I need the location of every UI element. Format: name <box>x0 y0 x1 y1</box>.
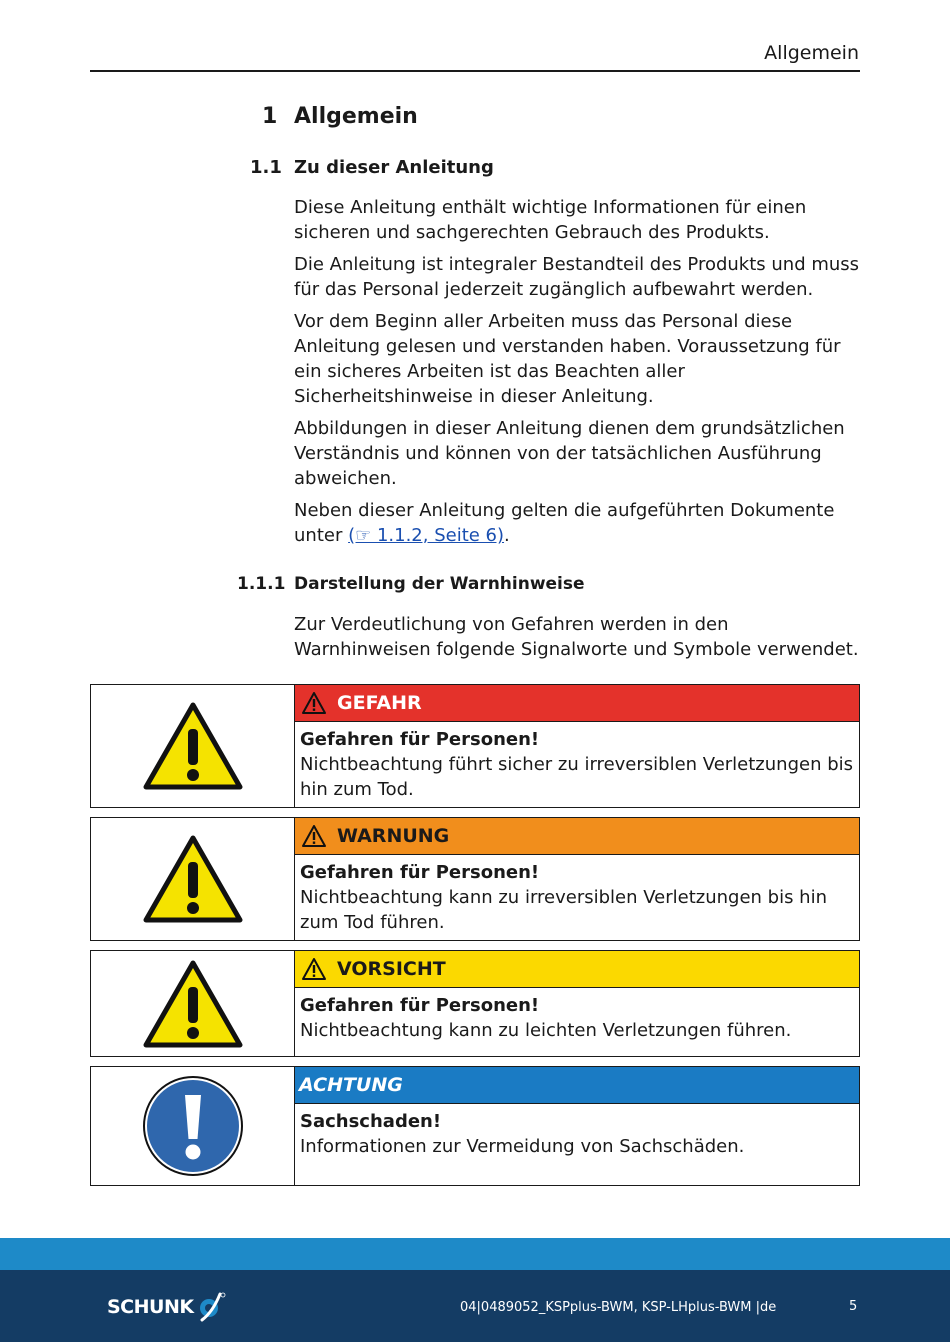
subsubsection-title: Darstellung der Warnhinweise <box>294 574 585 594</box>
warning-headline: Sachschaden! <box>300 1111 442 1132</box>
cross-reference-link[interactable]: (☞ 1.1.2, Seite 6) <box>348 525 505 546</box>
small-warning-triangle-icon <box>301 824 327 848</box>
warning-box-achtung <box>90 1066 860 1186</box>
warning-symbol-cell <box>91 685 295 807</box>
warning-box-warnung <box>90 817 860 941</box>
warning-text: Nichtbeachtung führt sicher zu irreversiblen Verletzungen bis hin zum Tod. <box>300 754 853 800</box>
warning-text: Nichtbeachtung kann zu irreversiblen Verletzungen bis hin zum Tod führen. <box>300 887 828 933</box>
subsubsection-body <box>294 612 862 669</box>
small-warning-triangle-icon <box>301 957 327 981</box>
warning-symbol-cell <box>91 951 295 1056</box>
document-id: 04|0489052_KSPplus-BWM, KSP-LHplus-BWM |de <box>460 1300 777 1315</box>
reference-suffix: . <box>504 525 510 546</box>
mandatory-exclamation-icon <box>142 1075 244 1177</box>
paragraph: Diese Anleitung enthält wichtige Informationen für einen sicheren und sachgerechten Gebrauch des Produkts. <box>294 197 807 243</box>
reference-prefix: Neben dieser Anleitung gelten die aufgeführten Dokumente unter <box>294 500 835 546</box>
warning-triangle-icon <box>143 835 243 923</box>
header-rule <box>90 70 860 72</box>
section-number: 1 <box>262 104 278 129</box>
signal-word: VORSICHT <box>337 958 446 980</box>
footer-accent-band <box>0 1238 950 1270</box>
schunk-logo <box>107 1290 226 1324</box>
signal-bar-achtung <box>295 1067 859 1104</box>
signal-word: WARNUNG <box>337 825 450 847</box>
warning-headline: Gefahren für Personen! <box>300 862 540 883</box>
warning-triangle-icon <box>143 702 243 790</box>
warning-triangle-icon <box>143 960 243 1048</box>
warning-box-gefahr <box>90 684 860 808</box>
signal-bar-vorsicht <box>295 951 859 988</box>
intro-paragraph: Zur Verdeutlichung von Gefahren werden in den Warnhinweisen folgende Signalworte und Symbole verwendet. <box>294 614 859 660</box>
page-number: 5 <box>849 1299 858 1314</box>
warning-symbol-cell <box>91 818 295 940</box>
warning-text: Nichtbeachtung kann zu leichten Verletzungen führen. <box>300 1020 792 1041</box>
reference-paragraph <box>294 498 862 548</box>
paragraph: Abbildungen in dieser Anleitung dienen dem grundsätzlichen Verständnis und können von der tatsächlichen Ausführung abweichen. <box>294 418 845 489</box>
warning-box-vorsicht <box>90 950 860 1057</box>
signal-bar-warnung <box>295 818 859 855</box>
warning-headline: Gefahren für Personen! <box>300 995 540 1016</box>
subsection-title: Zu dieser Anleitung <box>294 157 494 178</box>
signal-bar-gefahr <box>295 685 859 722</box>
running-head: Allgemein <box>764 42 859 64</box>
subsubsection-number: 1.1.1 <box>237 574 286 594</box>
warning-headline: Gefahren für Personen! <box>300 729 540 750</box>
warning-text: Informationen zur Vermeidung von Sachschäden. <box>300 1136 745 1157</box>
logo-wordmark: SCHUNK <box>107 1296 194 1318</box>
signal-word: ACHTUNG <box>299 1074 403 1096</box>
logo-mark-icon <box>196 1290 226 1324</box>
paragraph: Vor dem Beginn aller Arbeiten muss das Personal diese Anleitung gelesen und verstanden haben. Voraussetzung für ein sicheres Arbeiten ist das Beachten aller Sicherheitshinweise in dieser Anleitung. <box>294 311 841 407</box>
subsection-number: 1.1 <box>250 157 282 178</box>
paragraph: Die Anleitung ist integraler Bestandteil des Produkts und muss für das Personal jederzeit zugänglich aufbewahrt werden. <box>294 254 860 300</box>
small-warning-triangle-icon <box>301 691 327 715</box>
subsection-body <box>294 195 862 555</box>
section-title: Allgemein <box>294 104 418 129</box>
mandatory-symbol-cell <box>91 1067 295 1185</box>
signal-word: GEFAHR <box>337 692 422 714</box>
